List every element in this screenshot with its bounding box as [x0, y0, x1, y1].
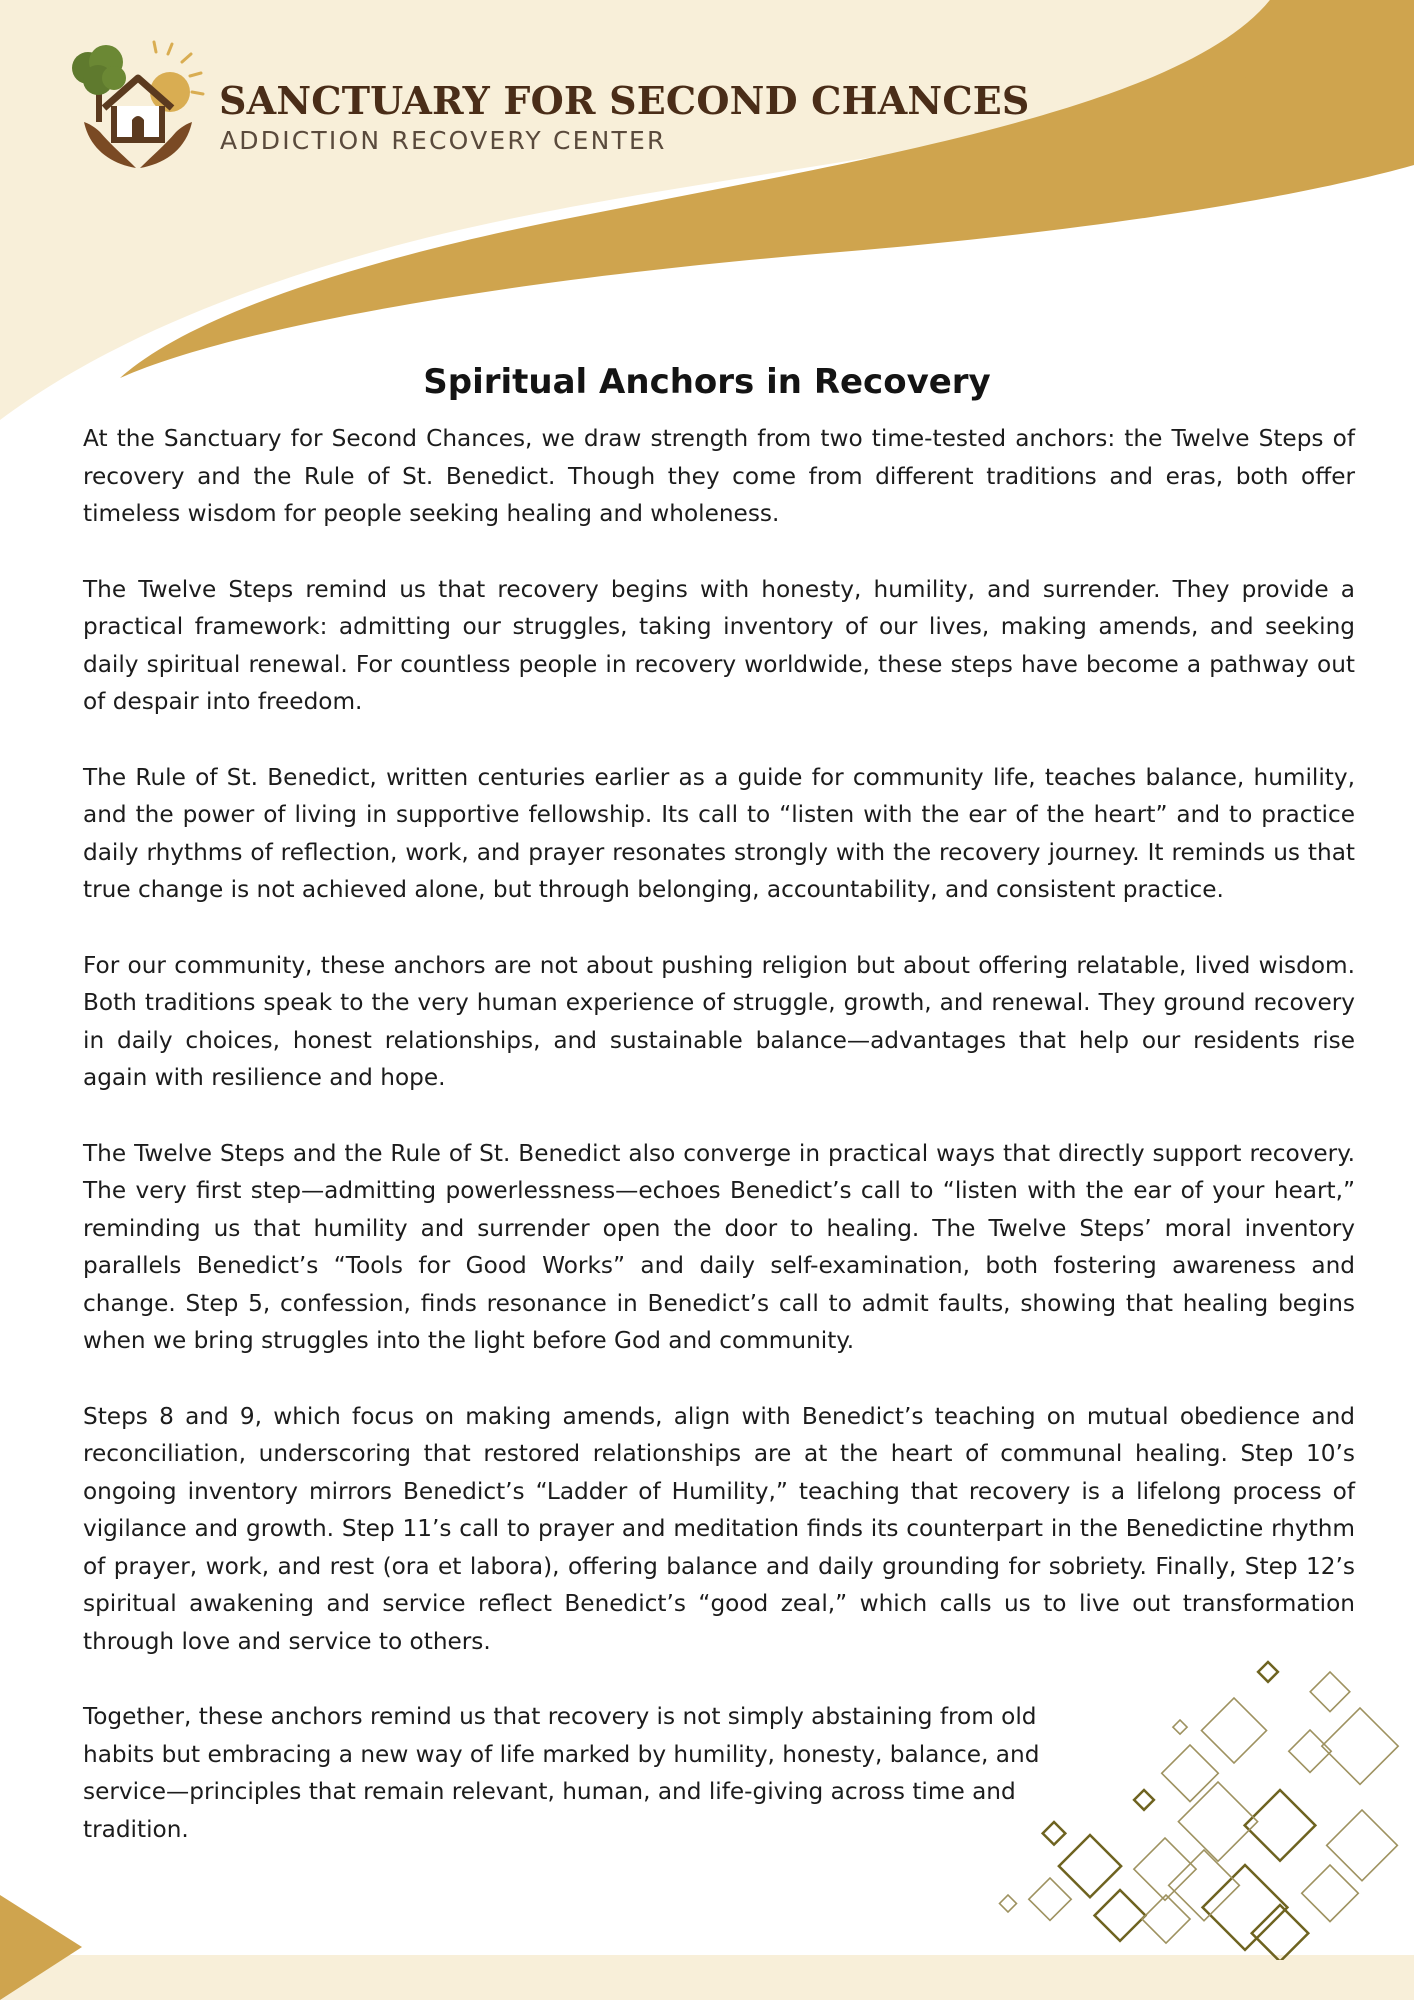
diamond-cluster-decoration-icon	[990, 1660, 1414, 1960]
footer-band	[0, 1955, 1414, 2000]
paragraph-3: The Rule of St. Benedict, written centuries earlier as a guide for community life, teaches balance, humility, and the power of living in supportive fellowship. Its call to “listen with the ear of the heart” and to practice daily rhythms of reflection, work, and prayer resonates strongly with the recovery journey. It reminds us that true change is not achieved alone, but through belonging, accountability, and consistent practice.	[83, 763, 1355, 903]
organization-subtitle: ADDICTION RECOVERY CENTER	[220, 126, 667, 155]
document-title: Spiritual Anchors in Recovery	[423, 362, 991, 402]
header	[64, 40, 1064, 180]
paragraph-2: The Twelve Steps remind us that recovery begins with honesty, humility, and surrender. They provide a practical framework: admitting our struggles, taking inventory of our lives, making amends, and seeking daily spiritual renewal. For countless people in recovery worldwide, these steps have become a pathway out of despair into freedom.	[83, 575, 1355, 715]
paragraph-7: Together, these anchors remind us that recovery is not simply abstaining from old habits but embracing a new way of life marked by humility, honesty, balance, and service—principles that remain relevant, human, and life-giving across time and tradition.	[83, 1703, 1040, 1843]
organization-name: SANCTUARY FOR SECOND CHANCES	[219, 78, 1030, 123]
paragraph-4: For our community, these anchors are not about pushing religion but about offering relatable, lived wisdom. Both traditions speak to the very human experience of struggle, growth, and renewal. They ground recovery in daily choices, honest relationships, and sustainable balance—advantages that help our residents rise again with resilience and hope.	[83, 951, 1355, 1091]
document-body	[83, 420, 1355, 1848]
paragraph-6: Steps 8 and 9, which focus on making amends, align with Benedict’s teaching on mutual obedience and reconciliation, underscoring that restored relationships are at the heart of communal healing. Step 10’s ongoing inventory mirrors Benedict’s “Ladder of Humility,” teaching that recovery is a lifelong process of vigilance and growth. Step 11’s call to prayer and meditation finds its counterpart in the Benedictine rhythm of prayer, work, and rest (ora et labora), offering balance and daily grounding for sobriety. Finally, Step 12’s spiritual awakening and service reflect Benedict’s “good zeal,” which calls us to live out transformation through love and service to others.	[83, 1402, 1355, 1655]
gold-triangle-corner-icon	[0, 1895, 90, 2000]
paragraph-1: At the Sanctuary for Second Chances, we draw strength from two time-tested anchors: the Twelve Steps of recovery and the Rule of St. Benedict. Though they come from different traditions and eras, both offer timeless wisdom for people seeking healing and wholeness.	[83, 425, 1355, 527]
paragraph-5: The Twelve Steps and the Rule of St. Benedict also converge in practical ways that directly support recovery. The very first step—admitting powerlessness—echoes Benedict’s call to “listen with the ear of your heart,” reminding us that humility and surrender open the door to healing. The Twelve Steps’ moral inventory parallels Benedict’s “Tools for Good Works” and daily self-examination, both fostering awareness and change. Step 5, confession, finds resonance in Benedict’s call to admit faults, showing that healing begins when we bring struggles into the light before God and community.	[83, 1139, 1355, 1354]
house-tree-sun-hands-logo-icon	[64, 40, 214, 175]
